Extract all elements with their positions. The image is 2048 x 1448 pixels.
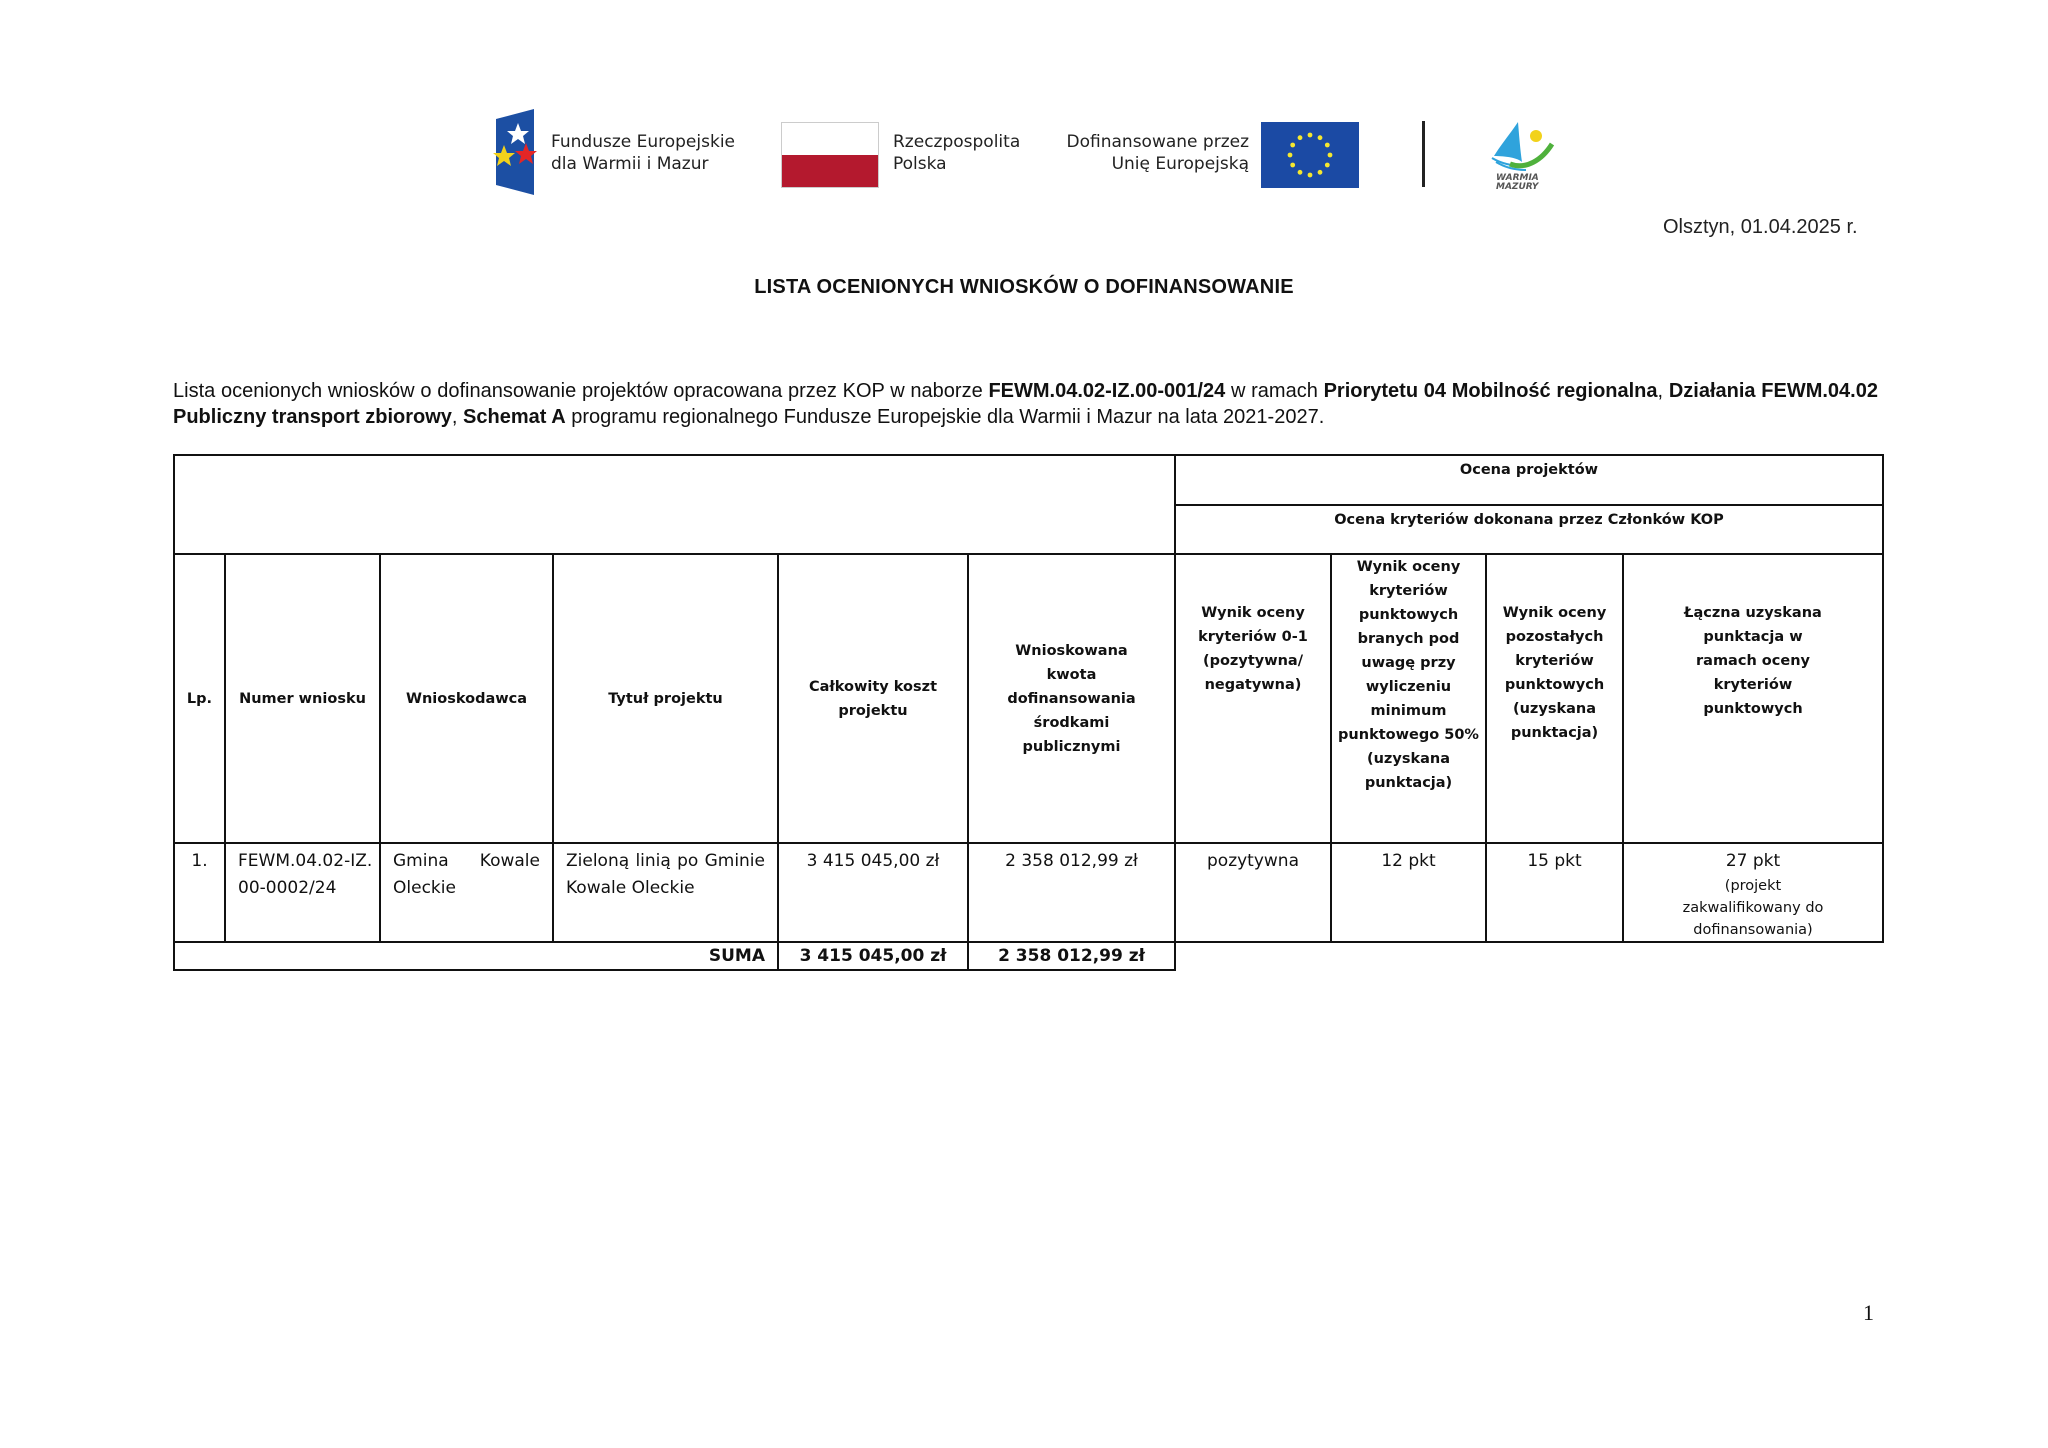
total-points: 27 pkt: [1725, 851, 1781, 871]
empty-cell: [1175, 942, 1883, 970]
place-date: Olsztyn, 01.04.2025 r.: [1663, 216, 1858, 238]
col-header-wynik-0-1: Wynik oceny kryteriów 0-1 (pozytywna/ negatywna): [1175, 554, 1331, 843]
document-title: LISTA OCENIONYCH WNIOSKÓW O DOFINANSOWANIE: [754, 276, 1294, 298]
subgroup-header-ocena-kop: Ocena kryteriów dokonana przez Członków KOP: [1175, 505, 1883, 554]
logo-text-line: dla Warmii i Mazur: [551, 154, 709, 174]
cell-wnioskowana-kwota: 2 358 012,99 zł: [968, 843, 1175, 942]
group-header-ocena-projektow: Ocena projektów: [1175, 455, 1883, 505]
empty-header-cell: [174, 455, 1175, 554]
logo-text-line: Fundusze Europejskie: [551, 132, 735, 152]
sum-row: [174, 942, 1883, 970]
sum-label: SUMA: [174, 942, 778, 970]
warmia-mazury-logo-icon: [1488, 120, 1560, 190]
col-header-wnioskowana-kwota: Wnioskowana kwota dofinansowania środkami publicznymi: [968, 554, 1175, 843]
table-row: [174, 843, 1883, 942]
rzeczpospolita-polska-label: [893, 131, 1020, 175]
column-header-row: [174, 554, 1883, 843]
col-header-calkowity-koszt: Całkowity koszt projektu: [778, 554, 968, 843]
fundusze-europejskie-logo-icon: [492, 109, 538, 195]
action-name: Działania FEWM.04.02 Publiczny transport zbiorowy: [173, 380, 1878, 428]
col-header-wynik-50: Wynik oceny kryteriów punktowych branych pod uwagę przy wyliczeniu minimum punktowego 50% (uzyskana punktacja): [1331, 554, 1486, 843]
logo-divider: [1422, 121, 1425, 187]
logo-text-line: Unię Europejską: [1111, 154, 1249, 174]
col-header-laczna-punktacja: Łączna uzyskana punktacja w ramach oceny kryteriów punktowych: [1623, 554, 1883, 843]
eu-cofinanced-label: [1063, 131, 1249, 175]
polish-flag-icon: [781, 122, 879, 188]
col-header-lp: Lp.: [174, 554, 225, 843]
page-number: 1: [1863, 1300, 1874, 1325]
intro-text: programu regionalnego Fundusze Europejskie dla Warmii i Mazur na lata 2021-2027.: [565, 406, 1325, 428]
fundusze-europejskie-label: [551, 131, 735, 175]
logo-text-line: Dofinansowane przez: [1066, 132, 1249, 152]
col-header-numer-wniosku: Numer wniosku: [225, 554, 380, 843]
cell-laczna-punktacja: [1623, 843, 1883, 942]
cell-calkowity-koszt: 3 415 045,00 zł: [778, 843, 968, 942]
cell-wnioskodawca: Gmina Kowale Oleckie: [380, 843, 553, 942]
evaluated-applications-table: [173, 454, 1884, 971]
call-number: FEWM.04.02-IZ.00-001/24: [988, 380, 1226, 402]
qualification-note: (projekt zakwalifikowany do dofinansowania): [1682, 878, 1824, 938]
cell-tytul-projektu: Zieloną linią po Gminie Kowale Oleckie: [553, 843, 778, 942]
cell-lp: 1.: [174, 843, 225, 942]
eu-flag-icon: [1261, 122, 1359, 188]
scheme-name: Schemat A: [463, 406, 566, 428]
intro-paragraph: [173, 378, 1878, 430]
sum-wnioskowana-kwota: 2 358 012,99 zł: [968, 942, 1175, 970]
sum-calkowity-koszt: 3 415 045,00 zł: [778, 942, 968, 970]
intro-text: ,: [1657, 380, 1669, 402]
logo-text-line: MAZURY: [1496, 182, 1539, 190]
col-header-wnioskodawca: Wnioskodawca: [380, 554, 553, 843]
logo-text-line: Rzeczpospolita: [893, 132, 1021, 152]
intro-text: Lista ocenionych wniosków o dofinansowanie projektów opracowana przez KOP w naborze: [173, 380, 989, 402]
cell-wynik-0-1: pozytywna: [1175, 843, 1331, 942]
intro-text: w ramach: [1225, 380, 1324, 402]
logo-text-line: Polska: [893, 154, 947, 174]
col-header-wynik-pozostale: Wynik oceny pozostałych kryteriów punktowych (uzyskana punktacja): [1486, 554, 1623, 843]
col-header-tytul-projektu: Tytuł projektu: [553, 554, 778, 843]
logo-text-line: WARMIA: [1496, 173, 1539, 183]
cell-wynik-50: 12 pkt: [1331, 843, 1486, 942]
priority-name: Priorytetu 04 Mobilność regionalna: [1323, 380, 1658, 402]
intro-text: ,: [451, 406, 464, 428]
cell-wynik-pozostale: 15 pkt: [1486, 843, 1623, 942]
cell-numer-wniosku: FEWM.04.02-IZ.00-0002/24: [225, 843, 380, 942]
